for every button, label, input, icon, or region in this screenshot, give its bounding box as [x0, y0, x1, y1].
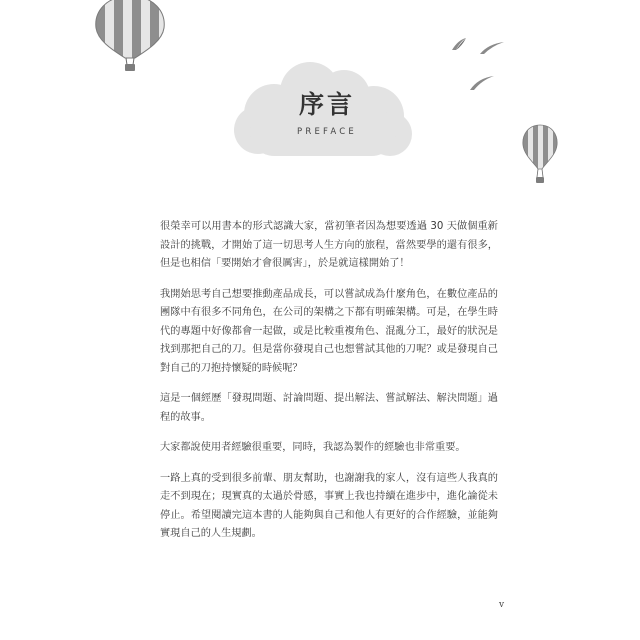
paragraph: 很榮幸可以用書本的形式認識大家，當初筆者因為想要透過 30 天做個重新設計的挑戰，才開始了這一切思考人生方向的旅程，當然要學的還有很多，但是也相信「要開始才會很厲害」，於是就這樣開始了！	[160, 221, 498, 269]
hot-air-balloon-left-icon	[90, 0, 170, 76]
page-number: v	[499, 600, 505, 610]
chapter-heading	[262, 90, 392, 137]
birds-icon	[448, 32, 508, 96]
page-subtitle: PREFACE	[297, 127, 357, 137]
paragraph: 大家都說使用者經驗很重要，同時，我認為製作的經驗也非常重要。	[160, 442, 466, 453]
hot-air-balloon-right-icon	[520, 122, 560, 192]
preface-body	[160, 218, 498, 556]
paragraph: 我開始思考自己想要推動產品成長，可以嘗試成為什麼角色，在數位產品的團隊中有很多不同角色，在公司的架構之下都有明確架構。可是，在學生時代的專題中好像都會一起做，或是比較重複角色、混亂分工，最好的狀況是找到那把自己的刀。但是當你發現自己也想嘗試其他的刀呢？或是發現自己對自己的刀抱持懷疑的時候呢？	[160, 288, 498, 374]
paragraph: 這是一個經歷「發現問題、討論問題、提出解法、嘗試解法、解決問題」過程的故事。	[160, 393, 498, 423]
page-title: 序言	[298, 90, 355, 119]
paragraph: 一路上真的受到很多前輩、朋友幫助，也謝謝我的家人，沒有這些人我真的走不到現在；現實真的太過於骨感，事實上我也持續在進步中，進化論從未停止。希望閱讀完這本書的人能夠與自己和他人有更好的合作經驗，並能夠實現自己的人生規劃。	[160, 472, 498, 539]
